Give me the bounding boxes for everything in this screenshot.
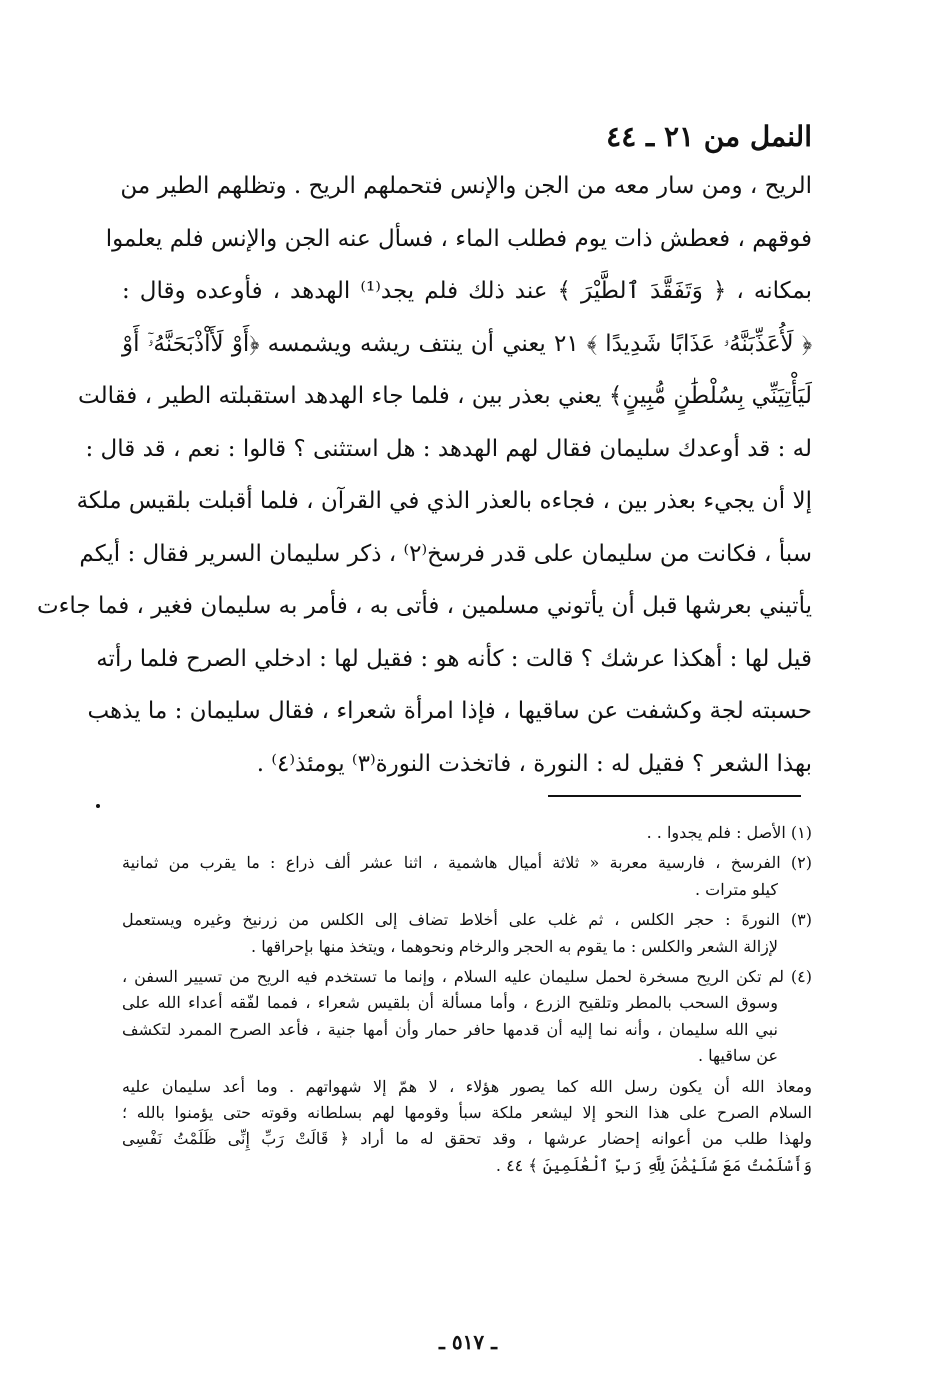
- footnote-line: عن ساقيها .: [698, 1046, 778, 1066]
- footnotes-block: [122, 820, 812, 1179]
- main-text-line: سبأ ، فكانت من سليمان على قدر فرسخ⁽٢⁾ ، ذكر سليمان السرير فقال : أيكم: [79, 540, 812, 567]
- main-text-line: له : قد أوعدك سليمان فقال لهم الهدهد : هل استثنى ؟ قالوا : نعم ، قد قال :: [85, 435, 812, 462]
- footnote-line: وَأَسْلَمْتُ مَعَ سُلَيْمَٰنَ لِلَّهِ رَبِّ ٱلْعَٰلَمِينَ ﴾ ٤٤ .: [495, 1155, 812, 1175]
- main-text-line: فوقهم ، فعطش ذات يوم فطلب الماء ، فسأل عنه الجن والإنس فلم يعلموا: [105, 225, 812, 252]
- footnote-line: (٣) النورةَ : حجر الكلس ، ثم غلب على أخلاط تضاف إلى الكلس من زرنيخ وغيره ويستعمل: [122, 910, 812, 930]
- footnote-line: نبي الله سليمان ، وأنه نما إليه أن قدمها حافر حمار وأن أمها جنية ، فأعد الصرح الممرد لتكشف: [122, 1019, 778, 1039]
- footnote-line: ولهذا طلب من أعوانه إحضار عرشها ، وقد تحقق له ما أراد ﴿ قَالَتْ رَبِّ إِنِّى ظَلَمْتُ نَفْسِى: [122, 1129, 812, 1149]
- main-text-line: لَيَأْتِيَنِّي بِسُلْطَٰنٍ مُّبِينٍ﴾ يعني بعذر بين ، فلما جاء الهدهد استقبلته الطير ، فقالت: [78, 383, 812, 409]
- footnote-line: (١) الأصل : فلم يجدوا . .: [646, 823, 812, 842]
- footnote-1: [122, 820, 812, 846]
- main-text-block: [36, 160, 813, 790]
- stray-dot-mark: [96, 804, 100, 808]
- footnote-3: [122, 907, 812, 960]
- main-text-line: بهذا الشعر ؟ فقيل له : النورة ، فاتخذت النورة⁽٣⁾ يومئذ⁽٤⁾ .: [256, 750, 812, 777]
- footnote-2: [122, 850, 812, 903]
- footnote-line: السلام الصرح على هذا النحو إلا ليشعر ملكة سبأ وقومها لهم بسلطانه وقوته حتى يؤمنوا بالله ؛: [122, 1102, 812, 1122]
- main-text-line: بمكانه ، ﴿ وَتَفَقَّدَ ٱلطَّيْرَ ﴾ عند ذلك فلم يجد⁽¹⁾ الهدهد ، فأوعده وقال :: [122, 278, 813, 304]
- footnote-line: وسوق السحب بالمطر وتلقيح الزرع ، وأما مسألة أن بلقيس شعراء ، فمما لفّقه أعداء الله على: [122, 993, 778, 1013]
- main-text-line: ﴿ لَأُعَذِّبَنَّهُۥ عَذَابًا شَدِيدًا ﴾ ٢١ يعني أن ينتف ريشه ويشمسه ﴿أَوْ لَأَاْذْبَحَنَّهُۥٓ أَوْ: [122, 330, 813, 357]
- main-text-line: يأتيني بعرشها قبل أن يأتوني مسلمين ، فأتى به ، فأمر به سليمان فغير ، فما جاءت: [36, 593, 812, 619]
- footnote-line: لإزالة الشعر والكلس : ما يقوم به الحجر والرخام ونحوهما ، ويتخذ منها بإحراقها .: [251, 936, 778, 956]
- footnote-4-continued: [122, 1074, 812, 1180]
- footnote-line: كيلو مترات .: [695, 879, 778, 899]
- footnote-line: (٢) الفرسخ ، فارسية معربة « ثلاثة أميال هاشمية ، اثنا عشر ألف ذراع : ما يقرب من ثمانية: [122, 853, 813, 873]
- footnote-line: (٤) لم تكن الريح مسخرة لحمل سليمان عليه السلام ، وإنما ما تستخدم فيه الريح من تسيير السفن ،: [122, 966, 812, 986]
- main-text-line: قيل لها : أهكذا عرشك ؟ قالت : كأنه هو : فقيل لها : ادخلي الصرح فلما رأته: [96, 645, 812, 672]
- main-text-line: حسبته لجة وكشفت عن ساقيها ، فإذا امرأة شعراء ، فقال سليمان : ما يذهب: [87, 698, 812, 724]
- footnote-line: ومعاذ الله أن يكون رسل الله كما يصور هؤلاء ، لا همّ إلا شهواتهم . وما أعد سليمان عليه: [122, 1076, 812, 1096]
- main-text-line: إلا أن يجيء بعذر بين ، فجاءه بالعذر الذي في القرآن ، فلما أقبلت بلقيس ملكة: [76, 488, 812, 514]
- page-number: ـ ٥١٧ ـ: [439, 1330, 497, 1354]
- main-text-line: الريح ، ومن سار معه من الجن والإنس فتحملهم الريح . وتظلهم الطير من: [120, 173, 812, 199]
- footnote-4: [122, 964, 812, 1070]
- footnote-divider: [548, 795, 801, 797]
- page-header-title: النمل من ٢١ ـ ٤٤: [606, 120, 812, 153]
